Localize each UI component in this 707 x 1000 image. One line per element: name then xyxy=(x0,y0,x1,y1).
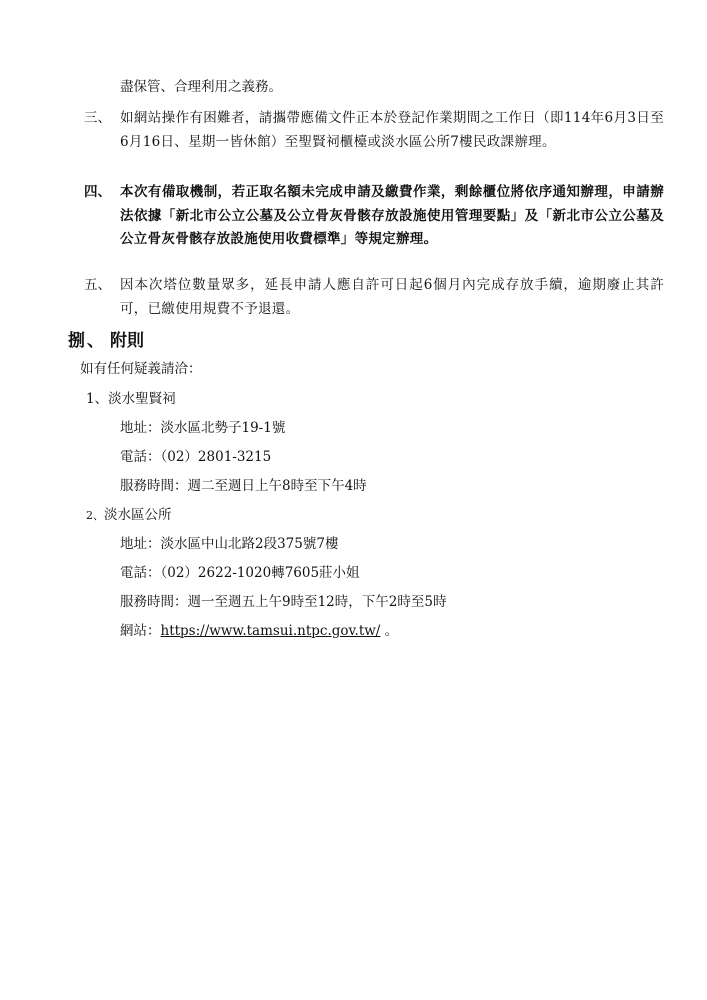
contact-index: 1、 xyxy=(86,391,109,407)
contact-2-heading xyxy=(86,504,172,527)
website-link[interactable]: https://www.tamsui.ntpc.gov.tw/ xyxy=(160,623,381,639)
contact-1-phone: 電話：（02）2801-3215 xyxy=(120,449,272,465)
website-suffix: 。 xyxy=(380,623,399,639)
section-number: 捌 xyxy=(68,331,85,351)
section-separator: 、 xyxy=(87,331,104,351)
website-label: 網站： xyxy=(120,623,161,639)
contact-name: 淡水區公所 xyxy=(104,507,172,523)
continuation-text: 盡保管、合理利用之義務。 xyxy=(120,79,282,95)
contact-1-address: 地址：淡水區北勢子19-1號 xyxy=(120,420,286,436)
contact-2-phone: 電話：（02）2622-1020轉7605莊小姐 xyxy=(120,565,360,581)
section-heading xyxy=(68,328,144,354)
item-marker: 四、 xyxy=(84,184,111,200)
item-marker: 三、 xyxy=(84,110,111,126)
section-title: 附則 xyxy=(110,331,144,351)
contact-2-address: 地址：淡水區中山北路2段375號7樓 xyxy=(120,536,339,552)
list-item-4 xyxy=(84,181,664,252)
contact-intro: 如有任何疑義請洽： xyxy=(80,361,202,377)
contact-2-hours: 服務時間：週一至週五上午9時至12時，下午2時至5時 xyxy=(120,594,447,610)
contact-2-website xyxy=(120,620,398,642)
list-item-5 xyxy=(84,274,664,321)
item-text: 本次有備取機制，若正取名額未完成申請及繳費作業，剩餘櫃位將依序通知辦理，申請辦法依據「新北市公立公墓及公立骨灰骨骸存放設施使用管理要點」及「新北市公立公墓及公立骨灰骨骸存放設施使用收費標準」等規定辦理。 xyxy=(120,184,664,247)
contact-name: 淡水聖賢祠 xyxy=(108,391,176,407)
list-item-3 xyxy=(84,107,664,154)
item-text: 如網站操作有困難者，請攜帶應備文件正本於登記作業期間之工作日（即114年6月3日至6月16日、星期一皆休館）至聖賢祠櫃檯或淡水區公所7樓民政課辦理。 xyxy=(120,110,664,150)
item-marker: 五、 xyxy=(84,277,111,293)
contact-1-hours: 服務時間：週二至週日上午8時至下午4時 xyxy=(120,478,367,494)
contact-index: 2、 xyxy=(86,509,104,522)
item-text: 因本次塔位數量眾多，延長申請人應自許可日起6個月內完成存放手續，逾期廢止其許可，已繳使用規費不予退還。 xyxy=(120,277,664,317)
contact-1-heading xyxy=(86,388,176,410)
